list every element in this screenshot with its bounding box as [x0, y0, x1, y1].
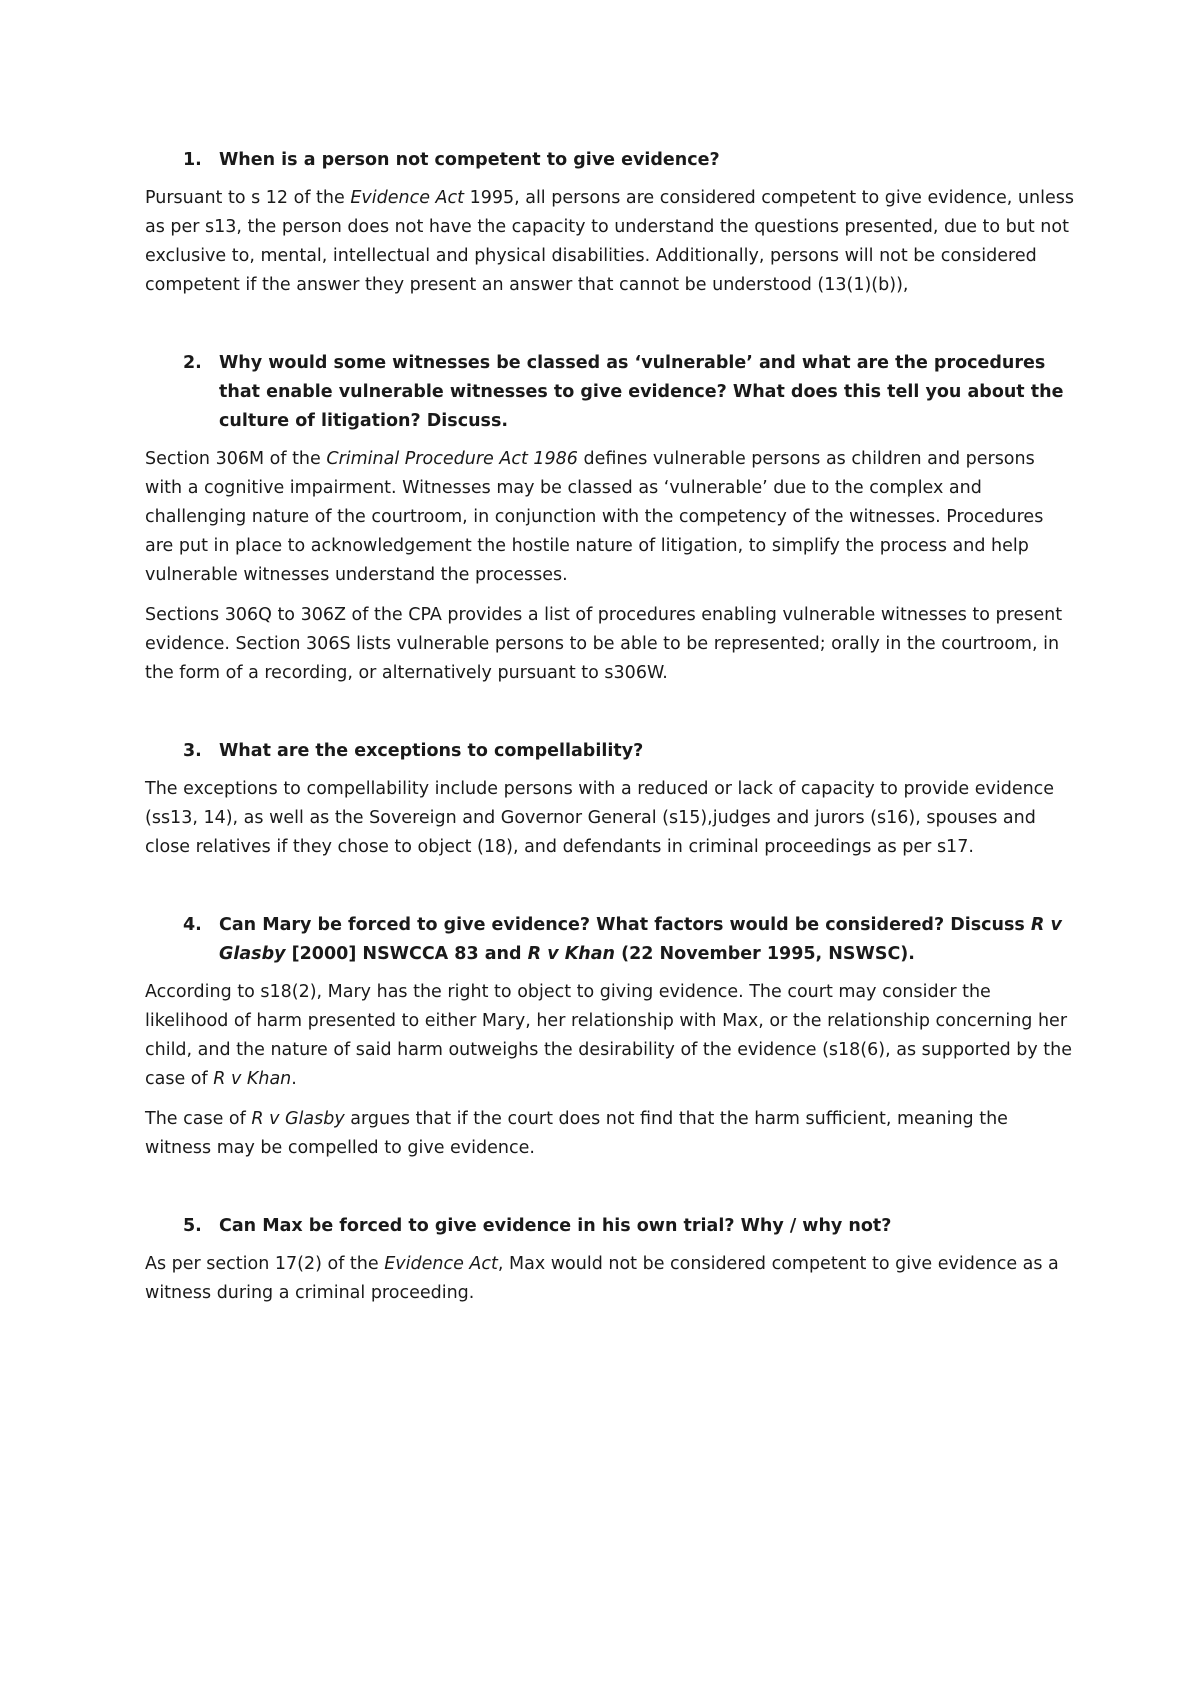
question-number: 4. [183, 915, 202, 935]
answer-3-paragraph-1 [145, 775, 1075, 862]
question-5 [145, 1212, 1075, 1241]
text-run: The case of [145, 1109, 252, 1129]
italic-run: Criminal Procedure Act 1986 [326, 449, 578, 469]
section-spacer [145, 1174, 1075, 1212]
italic-run: Evidence Act [350, 188, 464, 208]
text-run: Sections 306Q to 306Z of the CPA provides a list of procedures enabling vulnerable witnesses to present evidence. Section 306S lists vulnerable persons to be able to be represented; orally in the courtroom, in the form of a recording, or alternatively pursuant to s306W. [145, 605, 1063, 683]
question-3 [145, 737, 1075, 766]
document-content [145, 146, 1075, 1319]
italic-run: Evidence Act [384, 1254, 498, 1274]
italic-run: R v Khan [527, 944, 615, 964]
answer-4-paragraph-2 [145, 1105, 1075, 1163]
section-spacer [145, 873, 1075, 911]
answer-2-paragraph-1 [145, 445, 1075, 590]
text-run: . [291, 1069, 297, 1089]
answer-1-paragraph-1 [145, 184, 1075, 300]
text-run: defines vulnerable persons as children and persons with a cognitive impairment. Witnesses may be classed as ‘vulnerable’ due to the complex and challenging nature of the courtroom, in conjunction with the competency of the witnesses. Procedures are put in place to acknowledgement the hostile nature of litigation, to simplify the process and help vulnerable witnesses understand the processes. [145, 449, 1044, 585]
italic-run: R v Glasby [251, 1109, 345, 1129]
question-number: 2. [183, 353, 202, 373]
answer-2-paragraph-2 [145, 601, 1075, 688]
text-run: Can Mary be forced to give evidence? What factors would be considered? Discuss [219, 915, 1031, 935]
question-text: Can Max be forced to give evidence in his own trial? Why / why not? [219, 1216, 892, 1236]
question-text: Why would some witnesses be classed as ‘vulnerable’ and what are the procedures that enable vulnerable witnesses to give evidence? What does this tell you about the culture of litigation? Discuss. [219, 353, 1064, 431]
question-text: When is a person not competent to give evidence? [219, 150, 720, 170]
question-number: 1. [183, 150, 202, 170]
question-2 [145, 349, 1075, 436]
question-4 [145, 911, 1075, 969]
text-run: argues that if the court does not find that the harm sufficient, meaning the witness may be compelled to give evidence. [145, 1109, 1008, 1158]
text-run: 1995, all persons are considered competent to give evidence, unless as per s13, the person does not have the capacity to understand the questions presented, due to but not exclusive to, mental, intellectual and physical disabilities. Additionally, persons will not be considered competent if the answer they present an answer that cannot be understood (13(1)(b)), [145, 188, 1074, 295]
question-number: 3. [183, 741, 202, 761]
text-run: (22 November 1995, NSWSC). [615, 944, 915, 964]
text-run: [2000] NSWCCA 83 and [285, 944, 528, 964]
section-spacer [145, 311, 1075, 349]
italic-run: R v Khan [213, 1069, 292, 1089]
answer-5-paragraph-1 [145, 1250, 1075, 1308]
question-text: What are the exceptions to compellability? [219, 741, 644, 761]
italic-run: R v Glasby [219, 915, 1062, 964]
question-text [219, 911, 1075, 969]
text-run: Section 306M of the [145, 449, 327, 469]
text-run: , Max would not be considered competent to give evidence as a witness during a criminal proceeding. [145, 1254, 1059, 1303]
question-1 [145, 146, 1075, 175]
text-run: The exceptions to compellability include persons with a reduced or lack of capacity to provide evidence (ss13, 14), as well as the Sovereign and Governor General (s15),judges and jurors (s16), spouses and close relatives if they chose to object (18), and defendants in criminal proceedings as per s17. [145, 779, 1055, 857]
text-run: As per section 17(2) of the [145, 1254, 385, 1274]
section-spacer [145, 699, 1075, 737]
text-run: According to s18(2), Mary has the right to object to giving evidence. The court may consider the likelihood of harm presented to either Mary, her relationship with Max, or the relationship concerning her child, and the nature of said harm outweighs the desirability of the evidence (s18(6), as supported by the case of [145, 982, 1072, 1089]
question-number: 5. [183, 1216, 202, 1236]
text-run: Pursuant to s 12 of the [145, 188, 351, 208]
answer-4-paragraph-1 [145, 978, 1075, 1094]
